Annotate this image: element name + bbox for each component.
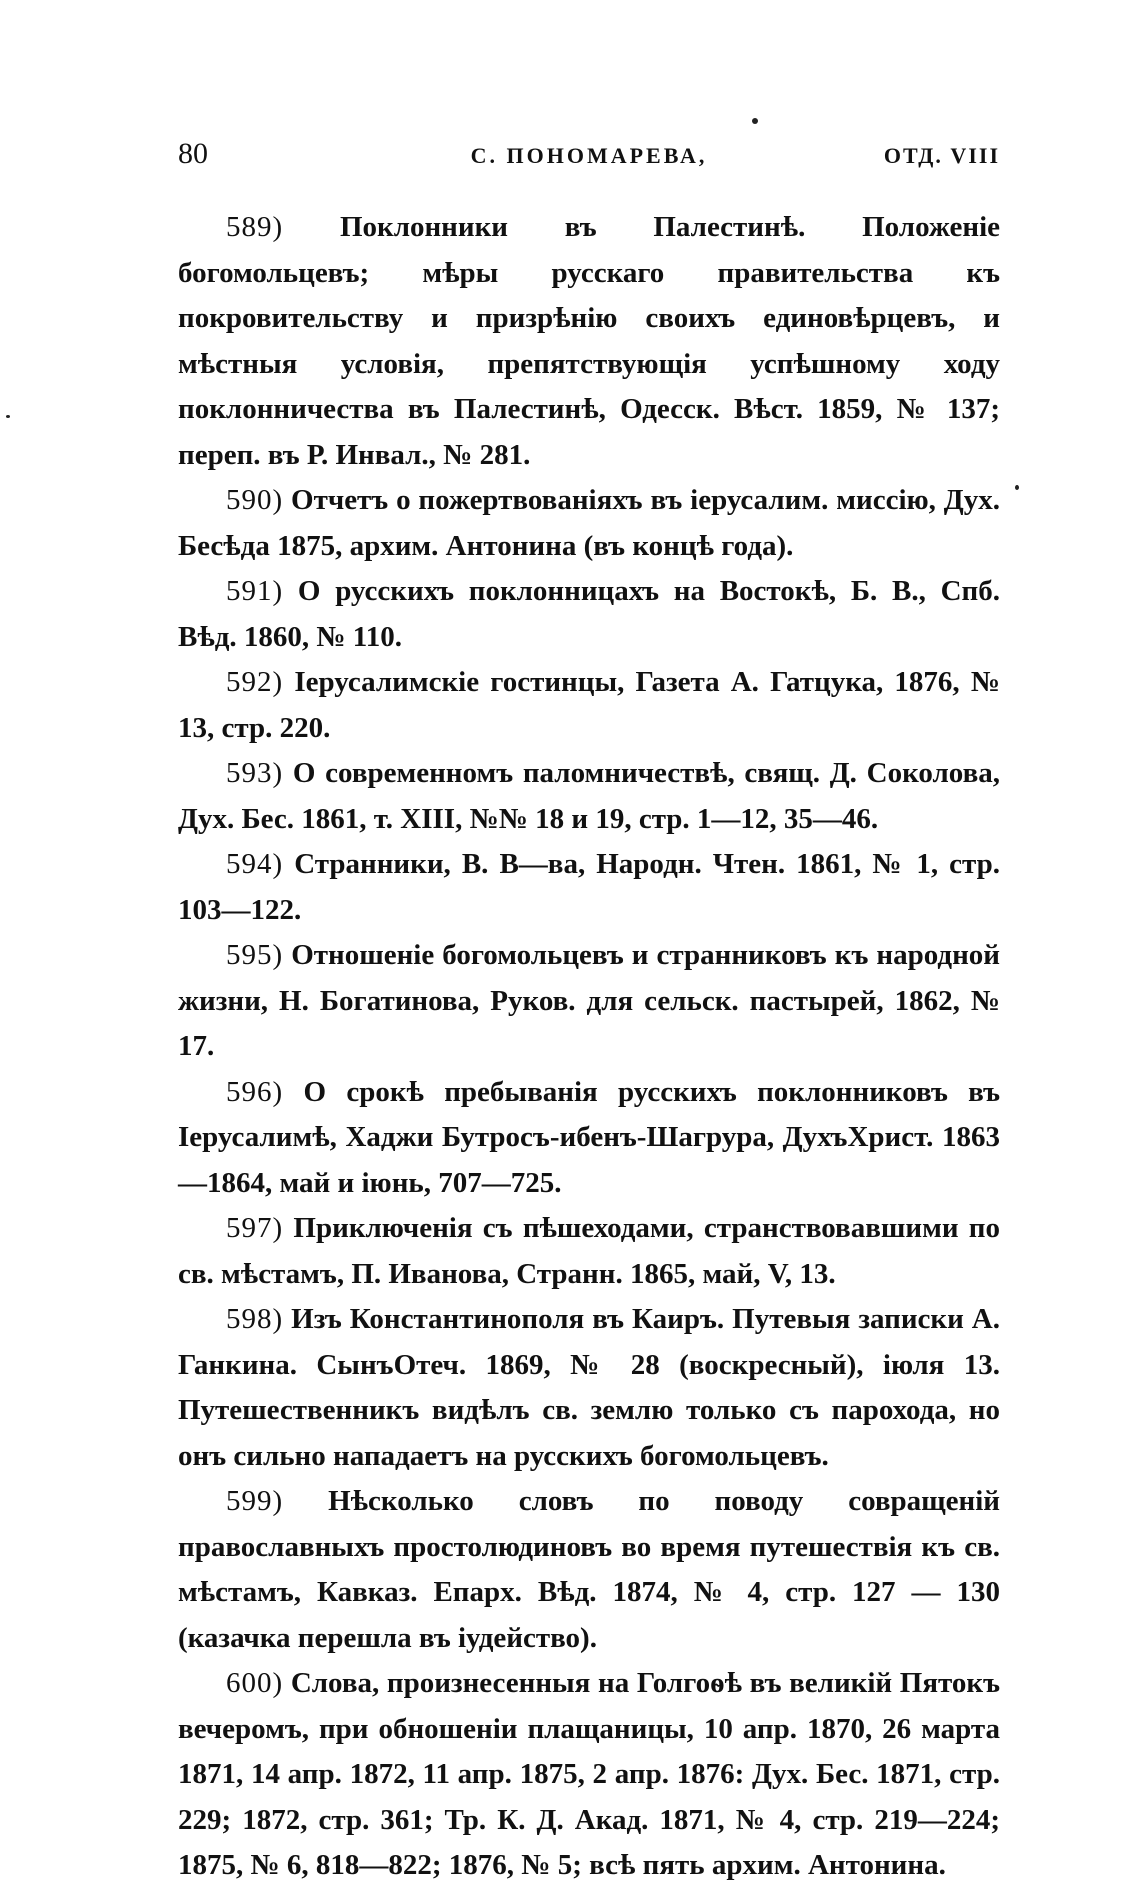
bibliography-entry-589 bbox=[178, 205, 1000, 478]
bibliography-entry-590 bbox=[178, 478, 1000, 569]
bibliography-entry-600 bbox=[178, 1661, 1000, 1889]
entry-text: Поклонники въ Палестинѣ. Положеніе богомольцевъ; мѣры русскаго правительства къ покровительству и призрѣнію своихъ единовѣрцевъ, и мѣстныя условія, препятствующія успѣшному ходу поклонничества въ Палестинѣ, Одесск. Вѣст. 1859, № 137; переп. въ Р. Инвал., № 281. bbox=[178, 211, 1000, 471]
entry-number: 593) bbox=[226, 757, 284, 789]
entry-number: 596) bbox=[226, 1075, 284, 1108]
bibliography-entry-593 bbox=[178, 751, 1000, 842]
running-title: С. ПОНОМАРЕВА, bbox=[470, 143, 708, 168]
bibliography-list bbox=[178, 205, 1000, 1889]
entry-text: О русскихъ поклонницахъ на Востокѣ, Б. В., Спб. Вѣд. 1860, № 110. bbox=[178, 575, 1000, 653]
bibliography-entry-597 bbox=[178, 1206, 1000, 1297]
entry-text: Слова, произнесенныя на Голгоѳѣ въ великій Пятокъ вечеромъ, при обношеніи плащаницы, 10 апр. 1870, 26 марта 1871, 14 апр. 1872, 11 апр. 1875, 2 апр. 1876: Дух. Бес. 1871, стр. 229; 1872, стр. 361; Тр. К. Д. Акад. 1871, № 4, стр. 219—224; 1875, № 6, 818—822; 1876, № 5; всѣ пять архим. Антонина. bbox=[178, 1667, 1001, 1881]
entry-text: О современномъ паломничествѣ, свящ. Д. Соколова, Дух. Бес. 1861, т. XIII, №№ 18 и 19, стр. 1—12, 35—46. bbox=[178, 757, 1000, 835]
section-label: ОТД. VIII bbox=[883, 143, 1000, 168]
bibliography-entry-594 bbox=[178, 842, 1000, 933]
entry-number: 598) bbox=[226, 1303, 284, 1335]
bibliography-entry-599 bbox=[178, 1479, 1000, 1661]
bibliography-entry-598 bbox=[178, 1297, 1000, 1479]
entry-text: О срокѣ пребыванія русскихъ поклонниковъ въ Іерусалимѣ, Хаджи Бутросъ-ибенъ-Шагрура, ДухъХрист. 1863—1864, май и іюнь, 707—725. bbox=[178, 1075, 1000, 1199]
bibliography-entry-595 bbox=[178, 933, 1000, 1070]
entry-number: 592) bbox=[226, 666, 284, 698]
entry-text: Приключенія съ пѣшеходами, странствовавшими по св. мѣстамъ, П. Иванова, Странн. 1865, май, V, 13. bbox=[178, 1212, 1000, 1290]
entry-text: Іерусалимскіе гостинцы, Газета А. Гатцука, 1876, № 13, стр. 220. bbox=[178, 666, 1000, 744]
bibliography-entry-596 bbox=[178, 1070, 1000, 1207]
scan-speck bbox=[1015, 485, 1019, 490]
page-header bbox=[178, 135, 1000, 185]
scan-speck bbox=[752, 118, 758, 124]
entry-text: Нѣсколько словъ по поводу совращеній православныхъ простолюдиновъ во время путешествія къ св. мѣстамъ, Кавказ. Епарх. Вѣд. 1874, № 4, стр. 127 — 130 (казачка перешла въ іудейство). bbox=[178, 1485, 1000, 1654]
entry-number: 597) bbox=[226, 1212, 284, 1244]
entry-number: 599) bbox=[226, 1485, 284, 1517]
bibliography-entry-592 bbox=[178, 660, 1000, 751]
entry-text: Странники, В. В—ва, Народн. Чтен. 1861, № 1, стр. 103—122. bbox=[178, 848, 1000, 926]
entry-number: 590) bbox=[226, 484, 284, 516]
entry-number: 594) bbox=[226, 848, 284, 880]
entry-number: 600) bbox=[226, 1667, 284, 1699]
entry-number: 595) bbox=[226, 939, 284, 971]
entry-text: Изъ Константинополя въ Каиръ. Путевыя записки А. Ганкина. СынъОтеч. 1869, № 28 (воскресный), іюля 13. Путешественникъ видѣлъ св. землю только съ парохода, но онъ сильно нападаетъ на русскихъ богомольцевъ. bbox=[178, 1303, 1001, 1472]
entry-number: 591) bbox=[226, 575, 284, 607]
entry-number: 589) bbox=[226, 211, 284, 243]
entry-text: Отношеніе богомольцевъ и странниковъ къ народной жизни, Н. Богатинова, Руков. для сельск. пастырей, 1862, № 17. bbox=[178, 939, 1000, 1062]
entry-text: Отчетъ о пожертвованіяхъ въ іерусалим. миссію, Дух. Бесѣда 1875, архим. Антонина (въ концѣ года). bbox=[178, 484, 1000, 562]
page-number: 80 bbox=[178, 137, 208, 170]
scan-speck bbox=[6, 415, 10, 418]
bibliography-entry-591 bbox=[178, 569, 1000, 660]
